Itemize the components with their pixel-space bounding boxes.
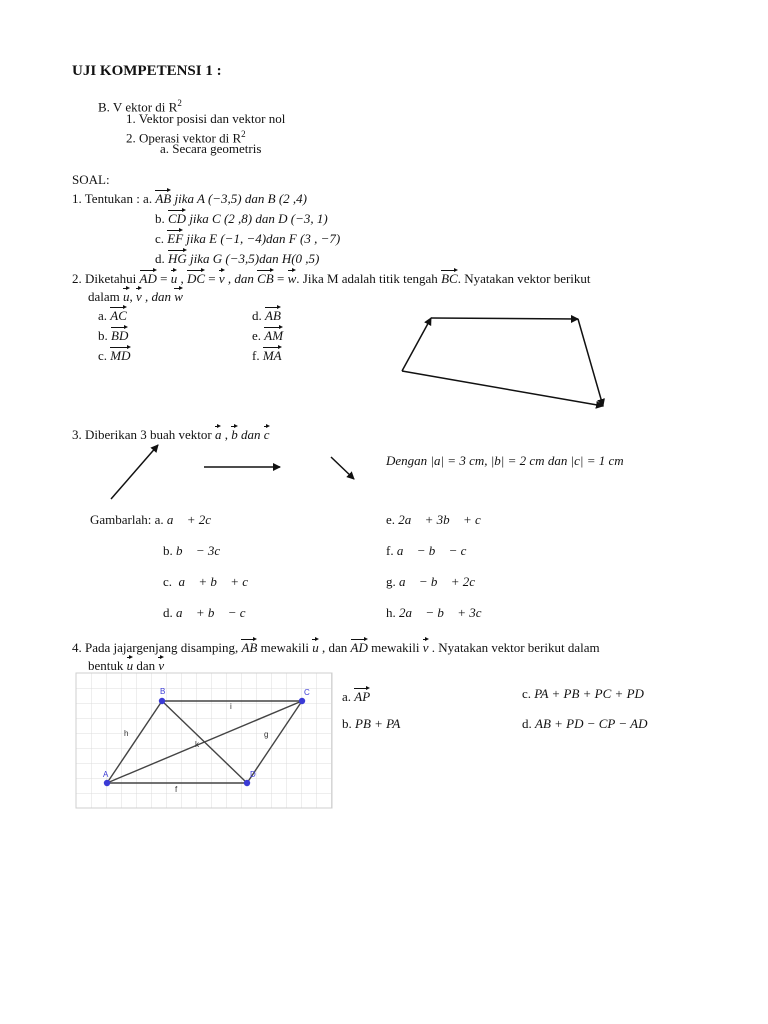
q3-item-h [386,605,492,621]
q3-lead: 3. Diberikan 3 buah vektor [72,427,212,442]
q4-point-a [104,780,110,786]
q4-v-vector: v [423,637,429,656]
q2-ad-vector: AD [140,268,157,287]
q3-given: Dengan |a| = 3 cm, |b| = 2 cm dan |c| = 1 cm [386,453,624,468]
q4-item-d-label: d. [522,716,532,731]
q4-tail: . Nyatakan vektor berikut dalam [428,640,600,655]
q3-item-g-label: g. [386,574,396,589]
q2-option-e-label: e. [252,328,262,343]
q1-b-label: b. [155,211,165,226]
q3-item-b-label: b. [163,543,173,558]
q4-item-b-expr: PB + PA [355,716,401,731]
q3-item-d-expr: a⃗ + b⃗ − c⃗ [176,605,256,620]
q4-label-c: C [304,688,310,697]
q2-mid-text: . Jika M adalah titik tengah [296,271,442,286]
q4-item-c [522,686,644,702]
q2-side-da [402,318,431,371]
soal-label: SOAL: [72,172,110,187]
outline-item2-sup: 2 [241,129,246,139]
q1-a-vector: AB [155,188,171,207]
q2-option-a-label: a. [98,308,108,323]
outline-b-sup: 2 [177,98,182,108]
outline-item1: 1. Vektor posisi dan vektor nol [126,111,286,126]
q2-lead: 2. Diketahui [72,271,137,286]
q3-item-a [90,512,221,528]
q4-item-c-label: c. [522,686,532,701]
q2-dan-1: , dan [224,271,258,286]
q3-item-c [163,574,258,590]
q3-item-g-expr: a⃗ − b⃗ + 2c⃗ [399,574,486,589]
q4-line-2 [88,655,164,674]
q4-item-d-expr: AB + PD − CP − AD [535,716,648,731]
q3-sep: , [221,427,232,442]
q1-d-label: d. [155,251,165,266]
q2-option-d-label: d. [252,308,262,323]
q2-option-c-label: c. [98,348,108,363]
q3-vector-a [111,445,158,499]
q2-option-f-label: f. [252,348,260,363]
q4-label-a: A [103,770,109,779]
q3-vector-c [331,457,354,479]
q2-option-b-label: b. [98,328,108,343]
q3-item-b-expr: b⃗ − 3c⃗ [176,543,231,558]
q2-line2-u: u [123,286,130,305]
q2-sep-1: , [177,271,187,286]
q2-line2-dan: , dan [141,289,175,304]
q3-dan: dan [237,427,264,442]
q2-option-d-vector: AB [265,305,281,324]
q4-line-1 [72,637,600,656]
q1-d-vector: HG [168,248,187,267]
q4-lead: 4. Pada jajargenjang disamping, [72,640,239,655]
q3-item-h-label: h. [386,605,396,620]
q2-option-c-vector: MD [110,345,130,364]
q2-option-f-vector: MA [263,345,282,364]
q3-item-e-label: e. [386,512,396,527]
q4-line2-lead: bentuk [88,658,124,673]
q3-item-d [163,605,256,621]
q3-item-c-expr: a⃗ + b⃗ + c⃗ [178,574,259,589]
q4-parallelogram-figure [76,673,332,808]
q2-side-ab [431,318,578,319]
q4-point-c [299,698,305,704]
q4-item-b-label: b. [342,716,352,731]
q4-label-g: g [264,730,269,739]
q4-label-d: D [250,770,256,779]
q1-lead: 1. Tentukan : a. [72,191,153,206]
page-title: UJI KOMPETENSI 1 : [72,63,222,79]
q3-item-e-expr: 2a⃗ + 3b⃗ + c⃗ [398,512,491,527]
q4-label-k: k [195,740,199,749]
q2-eq-1: = [156,271,171,286]
q2-eq-2: = [205,271,219,286]
q2-line2-sep: , [129,289,137,304]
q1-c-label: c. [155,231,165,246]
q2-option-b-vector: BD [111,325,128,344]
q2-line2-lead: dalam [88,289,120,304]
q4-item-b [342,716,400,732]
q3-item-f [386,543,477,559]
q4-label-i: i [230,702,232,711]
q4-mewakili-1: mewakili [257,640,313,655]
q1-b-vector: CD [168,208,186,227]
q2-dc-vector: DC [187,268,205,287]
q3-vec-a: a [215,424,222,443]
q4-item-c-expr: PA + PB + PC + PD [534,686,644,701]
q2-bc-vector: BC [441,268,458,287]
q1-c-vector: EF [167,228,183,247]
q3-vec-c: c [264,424,270,443]
q2-eq-3: = [273,271,288,286]
q3-gambar-lead: Gambarlah: a. [90,512,164,527]
q4-u-vector: u [312,637,319,656]
q4-line2-u: u [127,655,134,674]
q1-c-text: jika E (−1, −4)dan F (3 , −7) [183,231,341,246]
q2-side-dc [402,371,603,406]
q4-label-f: f [175,785,178,794]
q2-option-e-vector: AM [264,325,283,344]
q3-line-1 [72,424,270,443]
q2-v-vector: v [219,268,225,287]
outline-b-label: B. V ektor di R [98,99,178,115]
q3-item-f-label: f. [386,543,394,558]
q1-b-text: jika C (2 ,8) dan D (−3, 1) [186,211,328,226]
q4-item-a-label: a. [342,689,352,704]
q2-w-vector: w [288,268,297,287]
q2-line2-w: w [174,286,183,305]
q4-ad-vector: AD [351,637,368,656]
q3-item-g [386,574,485,590]
q4-mewakili-2: mewakili [367,640,423,655]
q1-d-text: jika G (−3,5)dan H(0 ,5) [186,251,320,266]
q2-tail-text: . Nyatakan vektor berikut [457,271,591,286]
q1-a-text: jika A (−3,5) dan B (2 ,4) [171,191,307,206]
q2-line2-v: v [136,286,142,305]
q4-label-h: h [124,729,129,738]
q4-point-d [244,780,250,786]
q4-line2-dan: dan [133,658,159,673]
q3-vec-b: b [231,424,238,443]
q3-item-h-expr: 2a⃗ − b⃗ + 3c⃗ [399,605,492,620]
q2-u-vector: u [171,268,178,287]
q3-item-e [386,512,491,528]
outline-item2a: a. Secara geometris [160,141,262,156]
q4-point-b [159,698,165,704]
q4-item-a [342,686,370,705]
q4-item-a-expr: AP [354,686,370,705]
outline-item2-label: 2. Operasi vektor di R [126,130,242,146]
q4-label-b: B [160,687,166,696]
q2-option-a-vector: AC [110,305,127,324]
q4-grid-background [76,673,332,808]
q3-item-a-expr: a⃗ + 2c⃗ [166,512,222,527]
q4-ab-vector: AB [241,637,257,656]
q3-item-d-label: d. [163,605,173,620]
q4-dan: , dan [318,640,351,655]
q3-item-f-expr: a⃗ − b⃗ − c⃗ [396,543,477,558]
q4-item-d [522,716,648,732]
q4-line2-v: v [158,655,164,674]
q2-cb-vector: CB [257,268,274,287]
q3-item-b [163,543,230,559]
q2-side-bc [578,319,603,406]
q3-item-c-label: c. [163,574,173,589]
